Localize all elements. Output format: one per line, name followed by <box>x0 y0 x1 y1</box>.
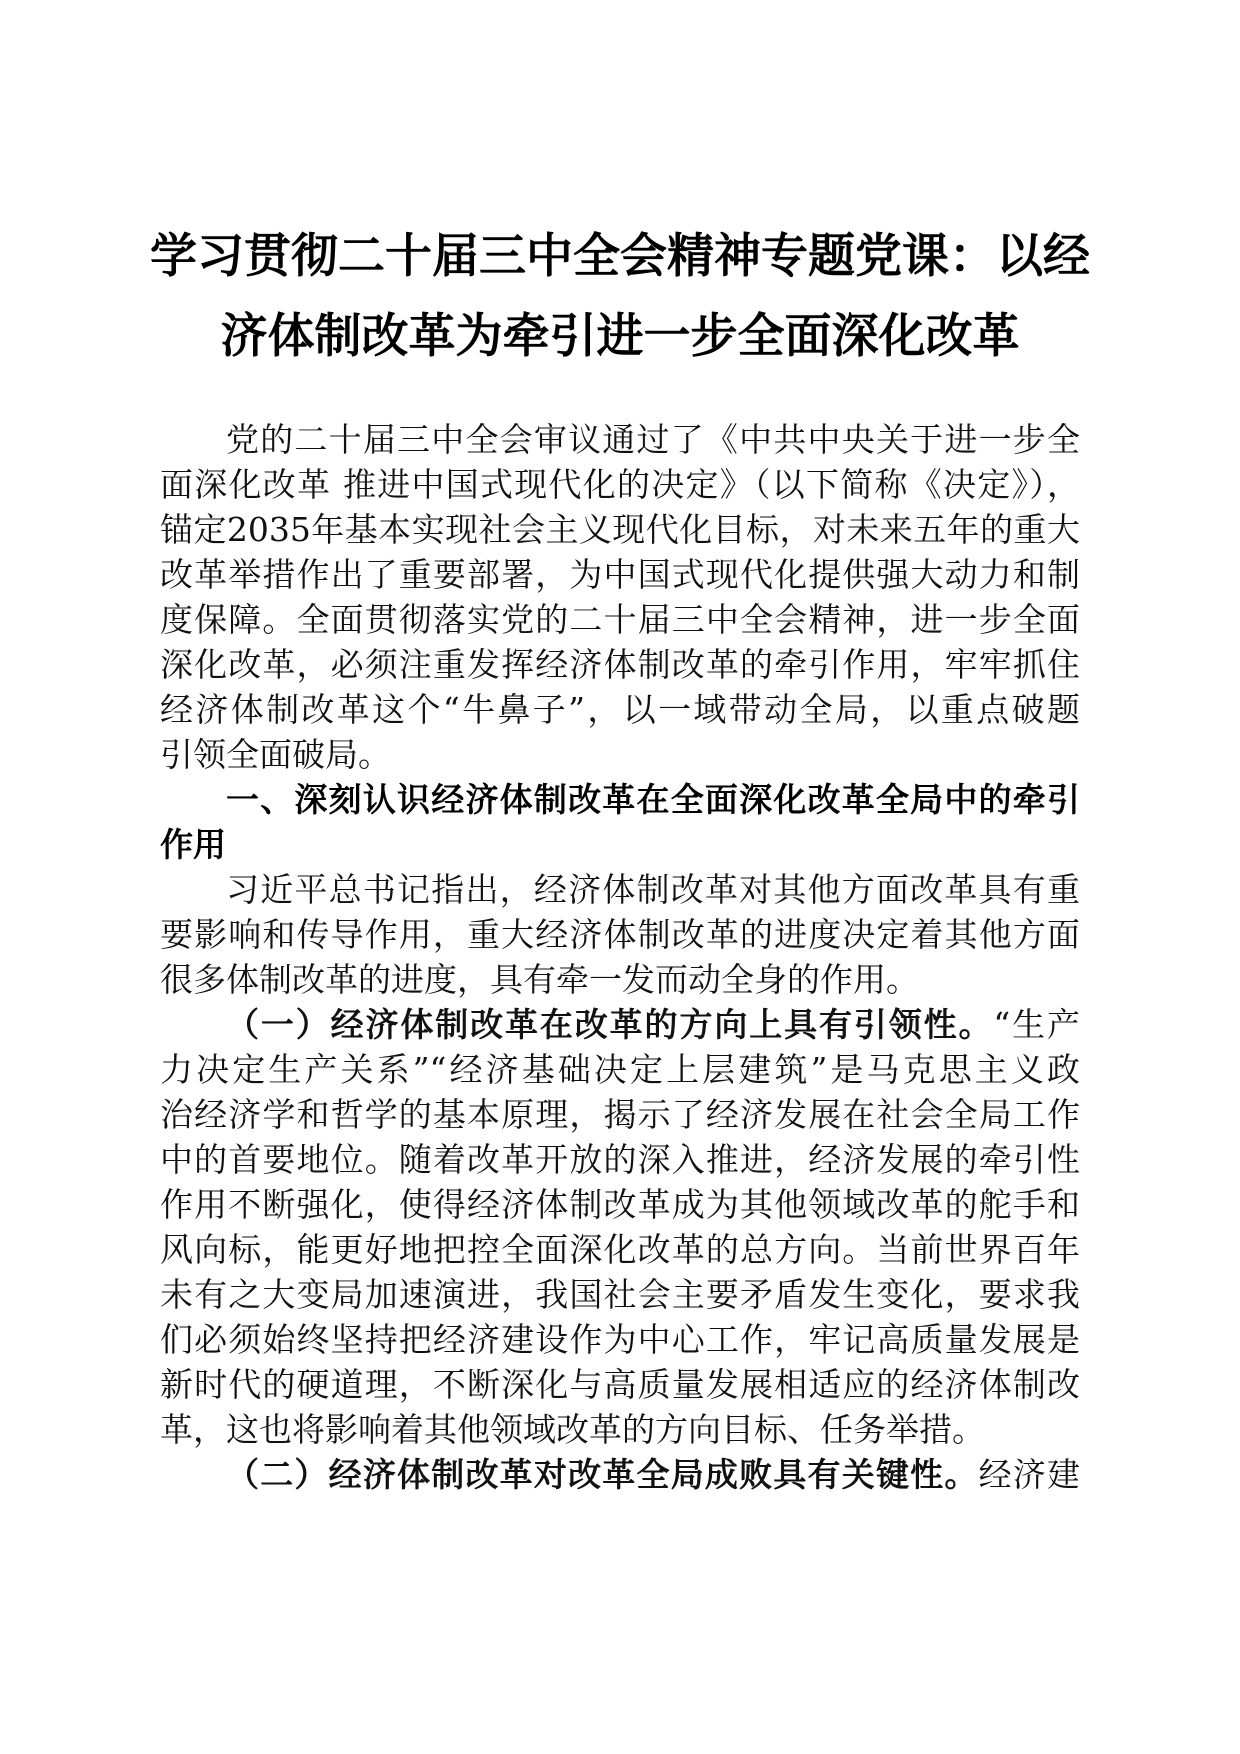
section-intro-line: 很多体制改革的进度，具有牵一发而动全身的作用。 <box>160 960 919 999</box>
sub-section-first-line <box>226 1452 1080 1497</box>
sub-section-first-line <box>226 1002 1080 1047</box>
section-intro-line: 习近平总书记指出，经济体制改革对其他方面改革具有重 <box>226 870 1080 909</box>
intro-line: 引领全面破局。 <box>160 735 391 774</box>
intro-line: 面深化改革 推进中国式现代化的决定》（以下简称《决定》）， <box>160 465 1080 504</box>
sub1-line: 作用不断强化，使得经济体制改革成为其他领域改革的舵手和 <box>160 1185 1080 1224</box>
document-title-line-2: 济体制改革为牵引进一步全面深化改革 <box>220 309 1020 364</box>
intro-line: 改革举措作出了重要部署，为中国式现代化提供强大动力和制 <box>160 555 1080 594</box>
intro-line: 党的二十届三中全会审议通过了《中共中央关于进一步全 <box>226 420 1080 459</box>
section-heading-line: 一、深刻认识经济体制改革在全面深化改革全局中的牵引 <box>226 780 1080 819</box>
sub-heading-1: （一）经济体制改革在改革的方向上具有引领性。 <box>226 1005 994 1044</box>
document-title-line-1: 学习贯彻二十届三中全会精神专题党课：以经 <box>150 229 1090 284</box>
intro-line: 度保障。全面贯彻落实党的二十届三中全会精神，进一步全面 <box>160 600 1080 639</box>
sub1-line: 未有之大变局加速演进，我国社会主要矛盾发生变化，要求我 <box>160 1275 1080 1314</box>
sub1-line: 革，这也将影响着其他领域改革的方向目标、任务举措。 <box>160 1410 985 1449</box>
sub1-text-start: “生产 <box>993 1005 1080 1044</box>
sub1-line: 风向标，能更好地把控全面深化改革的总方向。当前世界百年 <box>160 1230 1080 1269</box>
sub-heading-2: （二）经济体制改革对改革全局成败具有关键性。 <box>226 1455 979 1494</box>
sub1-line: 们必须始终坚持把经济建设作为中心工作，牢记高质量发展是 <box>160 1320 1080 1359</box>
section-intro-line: 要影响和传导作用，重大经济体制改革的进度决定着其他方面 <box>160 915 1080 954</box>
sub1-line: 新时代的硬道理，不断深化与高质量发展相适应的经济体制改 <box>160 1365 1080 1404</box>
intro-line: 深化改革，必须注重发挥经济体制改革的牵引作用，牢牢抓住 <box>160 645 1080 684</box>
sub1-line: 中的首要地位。随着改革开放的深入推进，经济发展的牵引性 <box>160 1140 1080 1179</box>
intro-line: 锚定2035年基本实现社会主义现代化目标，对未来五年的重大 <box>160 510 1080 549</box>
section-heading-line: 作用 <box>160 825 226 864</box>
sub1-line: 治经济学和哲学的基本原理，揭示了经济发展在社会全局工作 <box>160 1095 1080 1134</box>
intro-line: 经济体制改革这个“牛鼻子”，以一域带动全局，以重点破题 <box>160 690 1080 729</box>
sub1-line: 力决定生产关系”“经济基础决定上层建筑”是马克思主义政 <box>160 1050 1080 1089</box>
sub2-text-start: 经济建 <box>978 1455 1080 1494</box>
